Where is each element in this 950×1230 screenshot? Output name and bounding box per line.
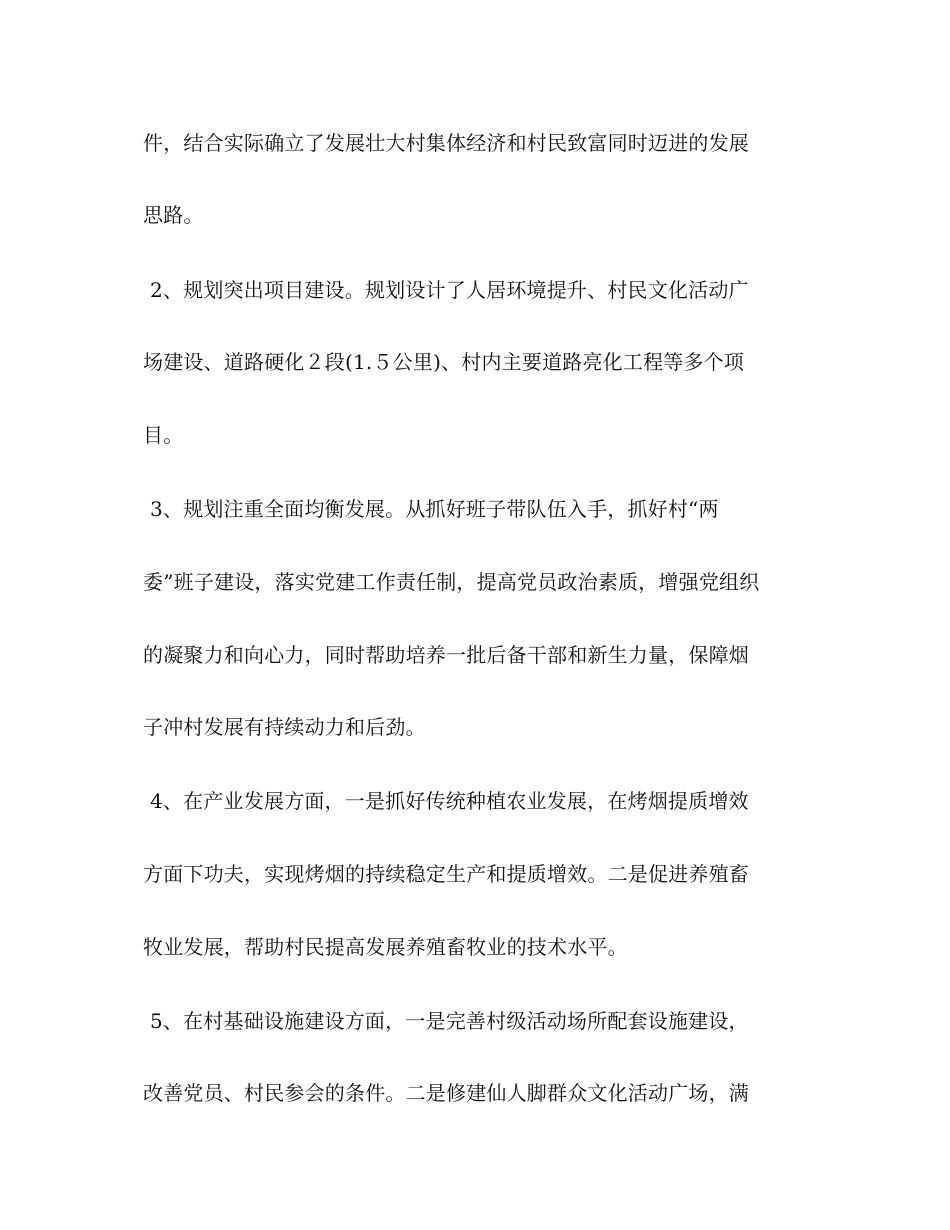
text-line: 思路。 (143, 203, 204, 227)
text-line: 的凝聚力和向心力，同时帮助培养一批后备干部和新生力量，保障烟 (143, 643, 749, 667)
text-line: 场建设、道路硬化２段(1.５公里)、村内主要道路亮化工程等多个项 (143, 350, 745, 374)
text-line: 改善党员、村民参会的条件。二是修建仙人脚群众文化活动广场，满 (143, 1081, 749, 1105)
text-line: 目。 (143, 423, 184, 447)
text-line: 2、规划突出项目建设。规划设计了人居环境提升、村民文化活动广 (150, 278, 749, 302)
text-line: 件，结合实际确立了发展壮大村集体经济和村民致富同时迈进的发展 (143, 131, 749, 155)
text-line: 方面下功夫，实现烤烟的持续稳定生产和提质增效。二是促进养殖畜 (143, 862, 749, 886)
text-line: 委”班子建设，落实党建工作责任制，提高党员政治素质，增强党组织 (143, 570, 760, 594)
text-line: 子冲村发展有持续动力和后劲。 (143, 715, 426, 739)
text-line: 3、规划注重全面均衡发展。从抓好班子带队伍入手，抓好村“两 (150, 497, 719, 521)
text-line: 牧业发展，帮助村民提高发展养殖畜牧业的技术水平。 (143, 935, 628, 959)
text-line: 5、在村基础设施建设方面，一是完善村级活动场所配套设施建设， (150, 1009, 749, 1033)
text-line: 4、在产业发展方面，一是抓好传统种植农业发展，在烤烟提质增效 (150, 789, 749, 813)
